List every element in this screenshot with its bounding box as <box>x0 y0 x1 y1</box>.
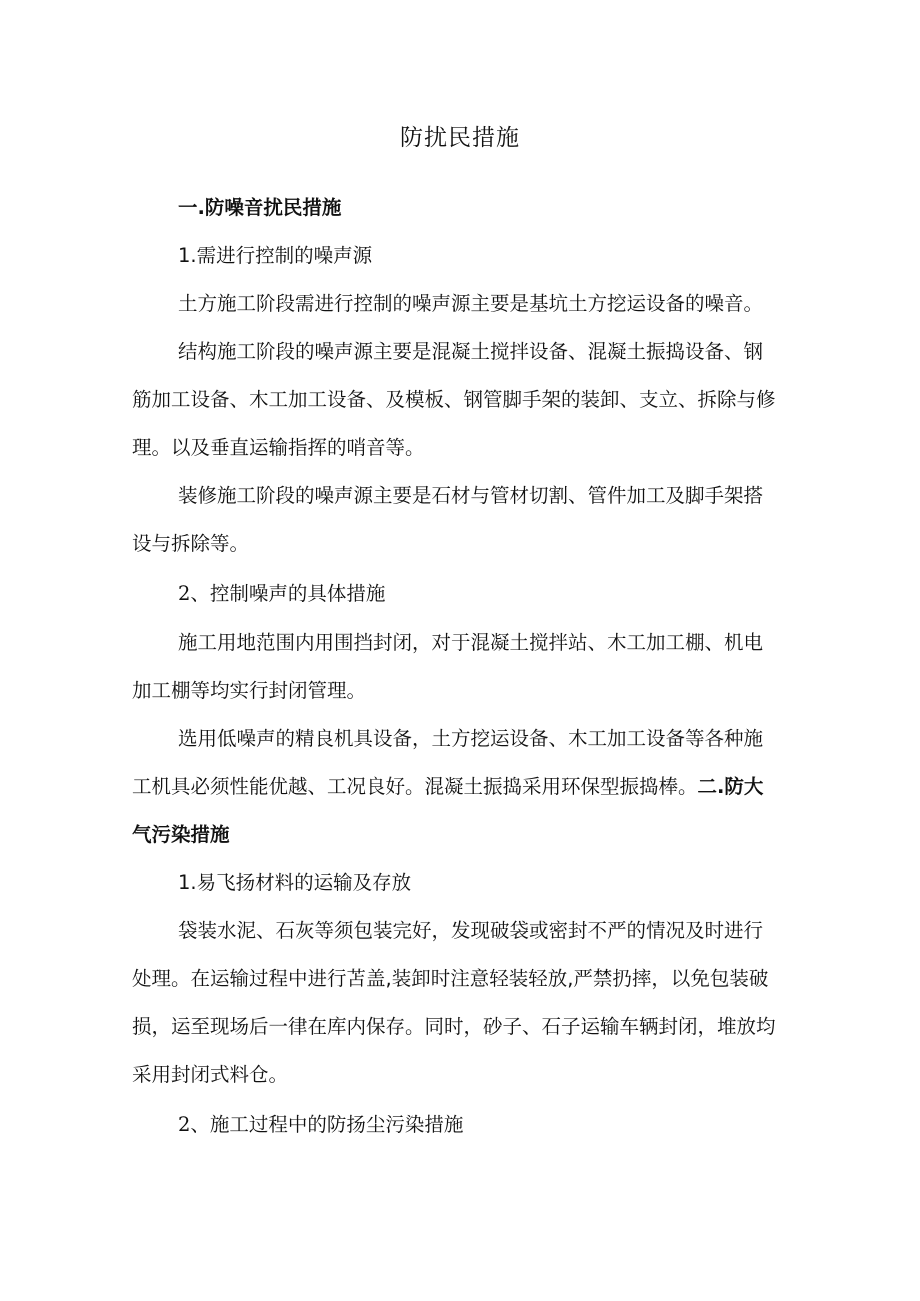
paragraph-structure-line-2: 筋加工设备、木工加工设备、及模板、钢管脚手架的装卸、支立、拆除与修 <box>132 388 776 411</box>
subsection-title: 需进行控制的噪声源 <box>196 244 373 267</box>
section-heading-air-part-2: 气污染措施 <box>132 823 230 846</box>
section-heading-air-part-1: 二.防大 <box>697 775 764 798</box>
paragraph-earthwork: 土方施工阶段需进行控制的噪声源主要是基坑土方挖运设备的噪音。 <box>178 292 764 315</box>
paragraph-enclosure-line-1: 施工用地范围内用围挡封闭，对于混凝土搅拌站、木工加工棚、机电 <box>178 631 764 654</box>
subsection-title: 施工过程中的防扬尘污染措施 <box>209 1113 464 1136</box>
document-title: 防扰民措施 <box>400 125 520 151</box>
paragraph-enclosure-line-2: 加工棚等均实行封闭管理。 <box>132 679 367 702</box>
paragraph-structure-line-1: 结构施工阶段的噪声源主要是混凝土搅拌设备、混凝土振捣设备、钢 <box>178 340 764 363</box>
subsection-heading-noise-sources <box>178 241 792 271</box>
paragraph-equipment-line-1: 选用低噪声的精良机具设备，土方挖运设备、木工加工设备等各种施 <box>178 727 764 750</box>
subsection-number: 2、 <box>178 1113 210 1136</box>
paragraph-decoration-line-1: 装修施工阶段的噪声源主要是石材与管材切割、管件加工及脚手架搭 <box>178 484 764 507</box>
subsection-heading-dust <box>178 1110 792 1140</box>
paragraph-cement-line-1: 袋装水泥、石灰等须包装完好，发现破袋或密封不严的情况及时进行 <box>178 919 764 942</box>
subsection-heading-noise-measures <box>178 579 792 609</box>
subsection-title: 控制噪声的具体措施 <box>209 582 386 605</box>
subsection-number: 2、 <box>178 582 210 605</box>
paragraph-structure-line-3: 理。以及垂直运输指挥的哨音等。 <box>132 436 425 459</box>
paragraph-cement-line-3: 损，运至现场后一律在库内保存。同时，砂子、石子运输车辆封闭，堆放均 <box>132 1015 776 1038</box>
paragraph-cement-line-2: 处理。在运输过程中进行苫盖,装卸时注意轻装轻放,严禁扔摔，以免包装破 <box>132 967 769 990</box>
paragraph-text: 工机具必须性能优越、工况良好。混凝土振捣采用环保型振捣棒。 <box>132 775 698 798</box>
paragraph-cement-line-4: 采用封闭式料仓。 <box>132 1063 289 1086</box>
subsection-number: 1. <box>178 244 197 267</box>
section-heading-noise: 一.防噪音扰民措施 <box>178 196 342 219</box>
subsection-heading-materials <box>178 868 792 898</box>
paragraph-decoration-line-2: 设与拆除等。 <box>132 532 250 555</box>
subsection-number: 1. <box>178 871 197 894</box>
subsection-title: 易飞扬材料的运输及存放 <box>196 871 412 894</box>
paragraph-equipment-line-2 <box>132 772 792 802</box>
